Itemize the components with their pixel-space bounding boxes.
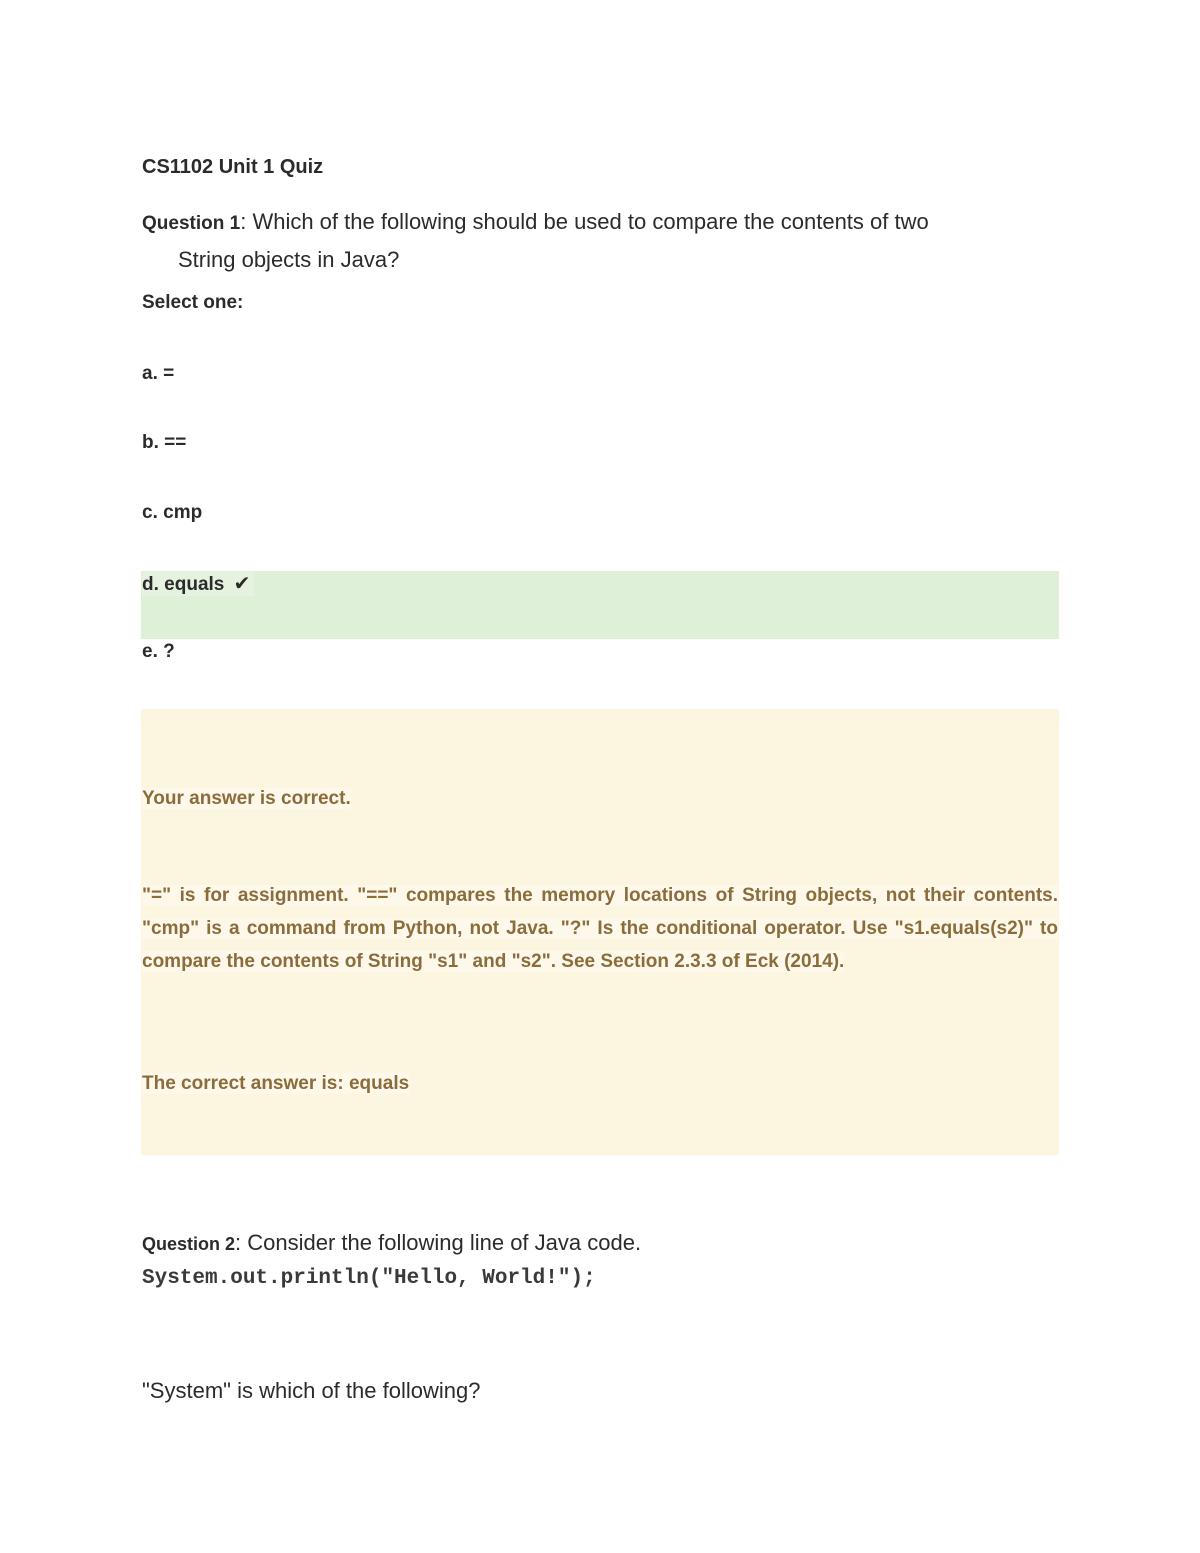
option-e-text: ? — [163, 641, 175, 662]
option-d-letter: d. — [142, 574, 159, 595]
option-c[interactable] — [142, 502, 202, 524]
feedback-correct-answer: The correct answer is: equals — [142, 1073, 410, 1094]
option-c-text: cmp — [163, 502, 203, 523]
option-e[interactable] — [142, 641, 175, 663]
question-2-colon: : — [235, 1230, 242, 1255]
option-a-letter: a. — [142, 363, 158, 384]
question-1-text-line2: String objects in Java? — [178, 247, 400, 272]
option-d-text: equals — [164, 574, 225, 595]
option-e-letter: e. — [142, 641, 158, 662]
question-2-label: Question 2 — [142, 1234, 236, 1254]
option-b[interactable] — [142, 432, 186, 454]
code-snippet: System.out.println("Hello, World!"); — [142, 1267, 596, 1290]
option-d[interactable] — [142, 571, 254, 596]
quiz-title: CS1102 Unit 1 Quiz — [142, 156, 324, 178]
question-1-text-line1: Which of the following should be used to compare the contents of two — [252, 209, 929, 234]
question-1 — [142, 204, 1058, 278]
option-c-letter: c. — [142, 502, 158, 523]
select-one-prompt: Select one: — [142, 292, 244, 313]
question-1-label: Question 1 — [142, 213, 241, 234]
option-a[interactable] — [142, 363, 174, 385]
feedback-status: Your answer is correct. — [142, 788, 351, 809]
option-b-letter: b. — [142, 432, 159, 453]
option-a-text: = — [163, 363, 175, 384]
check-icon: ✔ — [233, 573, 251, 595]
feedback-explanation: "=" is for assignment. "==" compares the memory locations of String objects, not their contents. "cmp" is a command from Python, not Java. "?" Is the conditional operator. Use "s1.equals(s2)" to compare the contents of String "s1" and "s2". See Section 2.3.3 of Eck (2014). — [142, 885, 1058, 972]
correct-option-highlight — [141, 571, 1059, 639]
question-1-colon: : — [240, 209, 247, 234]
question-2-prompt: "System" is which of the following? — [142, 1378, 481, 1403]
question-2 — [142, 1230, 641, 1256]
option-b-text: == — [164, 432, 187, 453]
question-2-text: Consider the following line of Java code. — [247, 1230, 642, 1255]
